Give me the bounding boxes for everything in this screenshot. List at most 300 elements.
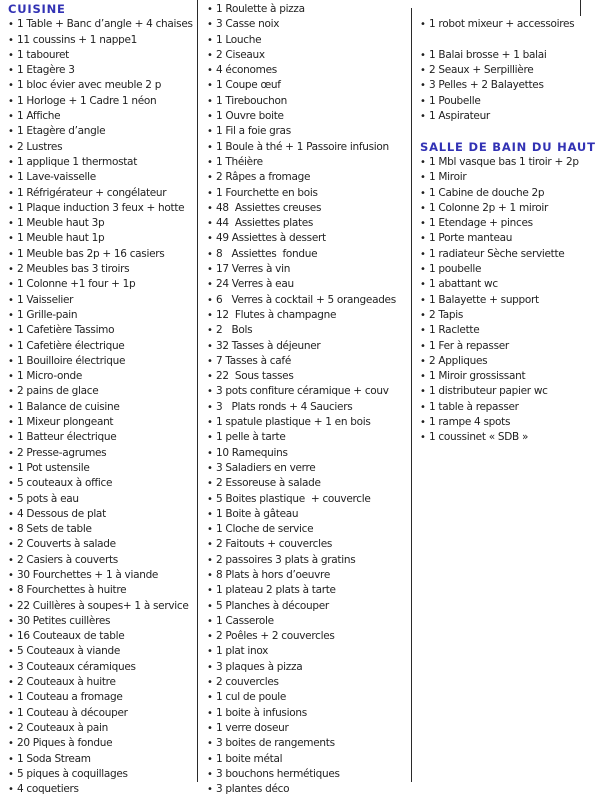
list-item <box>8 446 196 461</box>
list-item <box>420 48 600 63</box>
list-item <box>8 369 196 384</box>
item-text: 2 Couteaux à huitre <box>17 676 116 689</box>
bullet-icon: • <box>8 340 14 352</box>
bullet-icon: • <box>420 325 426 337</box>
bullet-icon: • <box>8 279 14 291</box>
list-item <box>207 736 409 751</box>
list-item <box>420 323 600 338</box>
list-item <box>207 170 409 185</box>
list-item <box>420 308 600 323</box>
bullet-icon: • <box>420 65 426 77</box>
list-item <box>8 675 196 690</box>
list-item <box>420 109 600 124</box>
list-item <box>207 752 409 767</box>
bullet-icon: • <box>207 524 213 536</box>
bullet-icon: • <box>8 401 14 413</box>
bullet-icon: • <box>207 248 213 260</box>
bullet-icon: • <box>8 539 14 551</box>
bullet-icon: • <box>207 753 213 765</box>
list-item <box>207 446 409 461</box>
bullet-icon: • <box>420 172 426 184</box>
item-text: 1 Aspirateur <box>429 110 490 123</box>
item-text: 3 plantes déco <box>216 783 290 796</box>
list-item <box>420 155 600 170</box>
list-item <box>207 492 409 507</box>
item-text: 1 Boule à thé + 1 Passoire infusion <box>216 140 389 153</box>
list-item <box>207 599 409 614</box>
item-text: 4 Dessous de plat <box>17 507 106 520</box>
list-item <box>8 124 196 139</box>
list-item <box>207 461 409 476</box>
list-item <box>420 262 600 277</box>
item-text: 3 bouchons hermétiques <box>216 767 340 780</box>
item-text: 1 pelle à tarte <box>216 431 286 444</box>
bullet-icon: • <box>8 65 14 77</box>
item-text: 1 tabouret <box>17 48 69 61</box>
bullet-icon: • <box>207 233 213 245</box>
item-text: 1 Fourchette en bois <box>216 186 318 199</box>
list-item <box>8 400 196 415</box>
bullet-icon: • <box>8 569 14 581</box>
item-text: 1 boite métal <box>216 752 283 765</box>
bullet-icon: • <box>207 768 213 780</box>
list-item <box>8 33 196 48</box>
list-item <box>420 247 600 262</box>
item-text: 1 table à repasser <box>429 400 519 413</box>
bullet-icon: • <box>8 172 14 184</box>
item-text: 1 Bouilloire électrique <box>17 354 126 367</box>
bullet-icon: • <box>207 615 213 627</box>
item-text: 11 coussins + 1 nappe1 <box>17 33 137 46</box>
bullet-icon: • <box>420 279 426 291</box>
item-text: 1 Coupe œuf <box>216 79 281 92</box>
list-item <box>207 675 409 690</box>
list-item <box>8 140 196 155</box>
list-item <box>207 323 409 338</box>
item-text: 1 Batteur électrique <box>17 431 117 444</box>
list-item <box>8 155 196 170</box>
item-text: 30 Petites cuillères <box>17 614 111 627</box>
bullet-icon: • <box>207 386 213 398</box>
bullet-icon: • <box>8 95 14 107</box>
item-text: 1 bloc évier avec meuble 2 p <box>17 79 162 92</box>
item-text: 2 Couteaux à pain <box>17 721 108 734</box>
bullet-icon: • <box>8 432 14 444</box>
item-text: 1 Cabine de douche 2p <box>429 186 545 199</box>
item-text: 3 boites de rangements <box>216 737 335 750</box>
bullet-icon: • <box>420 340 426 352</box>
item-text: 1 Meuble haut 1p <box>17 232 105 245</box>
item-text: 8 Sets de table <box>17 523 92 536</box>
item-text: 3 Casse noix <box>216 18 280 31</box>
item-text: 5 piques à coquillages <box>17 767 128 780</box>
item-text: 1 Raclette <box>429 324 480 337</box>
bullet-icon: • <box>207 80 213 92</box>
list-item <box>207 2 409 17</box>
bullet-icon: • <box>207 784 213 796</box>
item-text: 2 Poêles + 2 couvercles <box>216 630 335 643</box>
item-text: 17 Verres à vin <box>216 263 291 276</box>
bullet-icon: • <box>207 722 213 734</box>
list-item <box>8 415 196 430</box>
list-item <box>207 660 409 675</box>
item-text: 1 Lave-vaisselle <box>17 171 96 184</box>
item-text: 1 Miroir <box>429 171 467 184</box>
bullet-icon: • <box>420 417 426 429</box>
item-text: 2 Bols <box>216 324 253 337</box>
list-item <box>207 706 409 721</box>
bullet-icon: • <box>207 417 213 429</box>
item-text: 24 Verres à eau <box>216 278 294 291</box>
bullet-icon: • <box>420 248 426 260</box>
item-text: 5 Boites plastique + couvercle <box>216 492 371 505</box>
bullet-icon: • <box>207 677 213 689</box>
list-item <box>8 293 196 308</box>
bullet-icon: • <box>8 187 14 199</box>
bullet-icon: • <box>8 49 14 61</box>
item-text: 1 Cloche de service <box>216 523 314 536</box>
bullet-icon: • <box>207 49 213 61</box>
bullet-icon: • <box>8 646 14 658</box>
list-item <box>8 721 196 736</box>
bullet-icon: • <box>207 371 213 383</box>
item-text: 44 Assiettes plates <box>216 217 314 230</box>
bullet-icon: • <box>420 371 426 383</box>
bullet-icon: • <box>207 661 213 673</box>
bullet-icon: • <box>207 294 213 306</box>
item-text: 1 cul de poule <box>216 691 287 704</box>
bullet-icon: • <box>420 386 426 398</box>
bullet-icon: • <box>207 355 213 367</box>
list-item <box>207 690 409 705</box>
bullet-icon: • <box>207 539 213 551</box>
list-item <box>420 231 600 246</box>
item-text: 3 pots confiture céramique + couv <box>216 385 389 398</box>
bullet-icon: • <box>207 126 213 138</box>
list-item <box>207 140 409 155</box>
list-item <box>207 476 409 491</box>
list-item <box>8 170 196 185</box>
item-text: 1 Soda Stream <box>17 752 91 765</box>
column-cuisine <box>8 2 196 797</box>
bullet-icon: • <box>8 355 14 367</box>
list-item <box>8 629 196 644</box>
item-text: 1 Poubelle <box>429 94 481 107</box>
bullet-icon: • <box>207 279 213 291</box>
bullet-icon: • <box>207 631 213 643</box>
section-header: SALLE DE BAIN DU HAUT <box>420 139 596 154</box>
bullet-icon: • <box>207 692 213 704</box>
item-text: 6 Verres à cocktail + 5 orangeades <box>216 293 396 306</box>
list-item <box>420 293 600 308</box>
bullet-icon: • <box>420 202 426 214</box>
list-item <box>8 522 196 537</box>
bullet-icon: • <box>8 615 14 627</box>
item-text: 1 Ouvre boite <box>216 110 284 123</box>
bullet-icon: • <box>8 524 14 536</box>
bullet-icon: • <box>8 631 14 643</box>
item-text: 2 Meubles bas 3 tiroirs <box>17 263 130 276</box>
column-divider <box>411 8 412 782</box>
bullet-icon: • <box>420 111 426 123</box>
bullet-icon: • <box>8 156 14 168</box>
bullet-icon: • <box>420 401 426 413</box>
item-text: 1 Meuble bas 2p + 16 casiers <box>17 247 165 260</box>
item-text: 3 Couteaux céramiques <box>17 660 136 673</box>
list-item <box>207 430 409 445</box>
item-text: 1 Miroir grossissant <box>429 370 526 383</box>
item-text: 3 Pelles + 2 Balayettes <box>429 79 544 92</box>
bullet-icon: • <box>207 264 213 276</box>
list-item <box>8 492 196 507</box>
bullet-icon: • <box>8 661 14 673</box>
list-item <box>8 583 196 598</box>
item-text: 1 verre doseur <box>216 721 289 734</box>
bullet-icon: • <box>420 19 426 31</box>
list-item <box>207 537 409 552</box>
bullet-icon: • <box>207 309 213 321</box>
bullet-icon: • <box>207 447 213 459</box>
item-text: 1 Porte manteau <box>429 232 513 245</box>
bullet-icon: • <box>207 738 213 750</box>
item-text: 4 coquetiers <box>17 783 79 796</box>
bullet-icon: • <box>8 462 14 474</box>
bullet-icon: • <box>207 569 213 581</box>
item-text: 1 Etendage + pinces <box>429 217 533 230</box>
list-item <box>207 78 409 93</box>
item-text: 1 abattant wc <box>429 278 498 291</box>
bullet-icon: • <box>8 309 14 321</box>
item-text: 1 radiateur Sèche serviette <box>429 247 565 260</box>
list-item <box>420 339 600 354</box>
item-text: 2 Ciseaux <box>216 48 265 61</box>
list-item <box>8 507 196 522</box>
list-item <box>8 63 196 78</box>
bullet-icon: • <box>8 80 14 92</box>
list-item <box>8 94 196 109</box>
list-item <box>207 247 409 262</box>
item-text: 5 pots à eau <box>17 492 79 505</box>
bullet-icon: • <box>8 141 14 153</box>
item-text: 1 Table + Banc d’angle + 4 chaises <box>17 18 193 31</box>
bullet-icon: • <box>8 386 14 398</box>
item-text: 1 Couteau a fromage <box>17 691 123 704</box>
list-item <box>8 339 196 354</box>
item-text: 1 Fer à repasser <box>429 339 509 352</box>
item-text: 2 Presse-agrumes <box>17 446 107 459</box>
item-text: 1 robot mixeur + accessoires <box>429 18 575 31</box>
list-item <box>207 63 409 78</box>
bullet-icon: • <box>420 95 426 107</box>
list-item <box>207 583 409 598</box>
item-text: 1 Réfrigérateur + congélateur <box>17 186 167 199</box>
item-text: 20 Piques à fondue <box>17 737 113 750</box>
bullet-icon: • <box>8 417 14 429</box>
item-text: 1 Micro-onde <box>17 370 83 383</box>
list-item <box>8 736 196 751</box>
list-item <box>207 614 409 629</box>
item-text: 30 Fourchettes + 1 à viande <box>17 568 159 581</box>
section-header: CUISINE <box>8 2 66 16</box>
column-salle-de-bain <box>420 2 600 446</box>
list-item <box>207 262 409 277</box>
bullet-icon: • <box>8 493 14 505</box>
blank-row <box>420 124 600 139</box>
item-text: 1 Balayette + support <box>429 293 539 306</box>
list-item <box>207 767 409 782</box>
bullet-icon: • <box>8 447 14 459</box>
bullet-icon: • <box>8 768 14 780</box>
blank-row <box>420 2 600 17</box>
item-text: 2 Seaux + Serpillière <box>429 64 534 77</box>
bullet-icon: • <box>207 34 213 46</box>
bullet-icon: • <box>420 187 426 199</box>
list-item <box>8 231 196 246</box>
bullet-icon: • <box>8 677 14 689</box>
column-cuisine-suite <box>207 2 409 797</box>
bullet-icon: • <box>207 218 213 230</box>
list-item <box>8 430 196 445</box>
list-item <box>8 537 196 552</box>
list-item <box>8 476 196 491</box>
bullet-icon: • <box>207 95 213 107</box>
bullet-icon: • <box>207 172 213 184</box>
item-text: 22 Sous tasses <box>216 370 294 383</box>
bullet-icon: • <box>8 34 14 46</box>
list-item <box>8 767 196 782</box>
item-text: 1 Boite à gâteau <box>216 507 299 520</box>
item-text: 1 applique 1 thermostat <box>17 155 138 168</box>
list-item <box>207 782 409 797</box>
bullet-icon: • <box>207 600 213 612</box>
item-text: 5 Couteaux à viande <box>17 645 121 658</box>
item-text: 1 spatule plastique + 1 en bois <box>216 416 371 429</box>
item-text: 2 Appliques <box>429 354 488 367</box>
list-item <box>207 186 409 201</box>
list-item <box>207 522 409 537</box>
item-text: 8 Plats à hors d’oeuvre <box>216 568 331 581</box>
item-text: 5 Planches à découper <box>216 599 329 612</box>
list-item <box>8 614 196 629</box>
list-item <box>420 415 600 430</box>
bullet-icon: • <box>207 508 213 520</box>
list-item <box>420 369 600 384</box>
list-item <box>8 262 196 277</box>
bullet-icon: • <box>420 432 426 444</box>
list-item <box>207 507 409 522</box>
item-text: 2 Essoreuse à salade <box>216 477 321 490</box>
item-text: 1 Mbl vasque bas 1 tiroir + 2p <box>429 155 579 168</box>
list-item <box>420 384 600 399</box>
item-text: 1 Casserole <box>216 614 274 627</box>
item-text: 1 Mixeur plongeant <box>17 416 114 429</box>
bullet-icon: • <box>8 554 14 566</box>
item-text: 1 coussinet « SDB » <box>429 431 529 444</box>
bullet-icon: • <box>207 432 213 444</box>
item-text: 1 Colonne 2p + 1 miroir <box>429 201 549 214</box>
item-text: 3 Plats ronds + 4 Sauciers <box>216 400 353 413</box>
list-item <box>8 782 196 797</box>
bullet-icon: • <box>8 753 14 765</box>
bullet-icon: • <box>8 111 14 123</box>
bullet-icon: • <box>207 111 213 123</box>
list-item <box>420 17 600 32</box>
item-text: 1 Fil a foie gras <box>216 125 291 138</box>
list-item <box>8 323 196 338</box>
list-item <box>8 17 196 32</box>
list-item <box>8 568 196 583</box>
list-item <box>207 400 409 415</box>
item-text: 1 Couteau à découper <box>17 706 128 719</box>
list-item <box>207 293 409 308</box>
bullet-icon: • <box>420 355 426 367</box>
item-text: 1 Affiche <box>17 110 61 123</box>
bullet-icon: • <box>207 19 213 31</box>
item-text: 1 Cafetière électrique <box>17 339 125 352</box>
list-item <box>420 400 600 415</box>
bullet-icon: • <box>207 478 213 490</box>
list-item <box>207 277 409 292</box>
list-item <box>420 94 600 109</box>
list-item <box>207 369 409 384</box>
item-text: 10 Ramequins <box>216 446 288 459</box>
list-item <box>8 201 196 216</box>
list-item <box>207 629 409 644</box>
list-item <box>8 660 196 675</box>
list-item <box>207 553 409 568</box>
item-text: 1 plat inox <box>216 645 269 658</box>
bullet-icon: • <box>8 233 14 245</box>
list-item <box>8 706 196 721</box>
item-text: 2 Tapis <box>429 308 464 321</box>
bullet-icon: • <box>207 187 213 199</box>
bullet-icon: • <box>207 462 213 474</box>
bullet-icon: • <box>8 738 14 750</box>
list-item <box>8 354 196 369</box>
item-text: 1 plateau 2 plats à tarte <box>216 584 336 597</box>
item-text: 3 plaques à pizza <box>216 660 303 673</box>
bullet-icon: • <box>207 4 213 15</box>
bullet-icon: • <box>8 600 14 612</box>
column-divider <box>197 0 198 782</box>
bullet-icon: • <box>8 248 14 260</box>
item-text: 1 Colonne +1 four + 1p <box>17 278 136 291</box>
list-item <box>8 216 196 231</box>
list-item <box>207 568 409 583</box>
bullet-icon: • <box>420 264 426 276</box>
bullet-icon: • <box>207 646 213 658</box>
item-text: 3 Saladiers en verre <box>216 461 316 474</box>
list-item <box>8 308 196 323</box>
item-text: 1 Grille-pain <box>17 308 78 321</box>
item-text: 7 Tasses à café <box>216 354 291 367</box>
item-text: 1 rampe 4 spots <box>429 416 511 429</box>
item-text: 1 Pot ustensile <box>17 461 90 474</box>
list-item <box>207 48 409 63</box>
item-text: 1 Louche <box>216 33 262 46</box>
item-text: 1 Tirebouchon <box>216 94 287 107</box>
list-item <box>207 155 409 170</box>
bullet-icon: • <box>207 493 213 505</box>
item-text: 1 boite à infusions <box>216 706 307 719</box>
list-item <box>207 384 409 399</box>
item-text: 2 couvercles <box>216 676 279 689</box>
list-item <box>207 94 409 109</box>
list-item <box>8 752 196 767</box>
list-item <box>420 63 600 78</box>
list-item <box>8 247 196 262</box>
item-text: 12 Flutes à champagne <box>216 308 337 321</box>
